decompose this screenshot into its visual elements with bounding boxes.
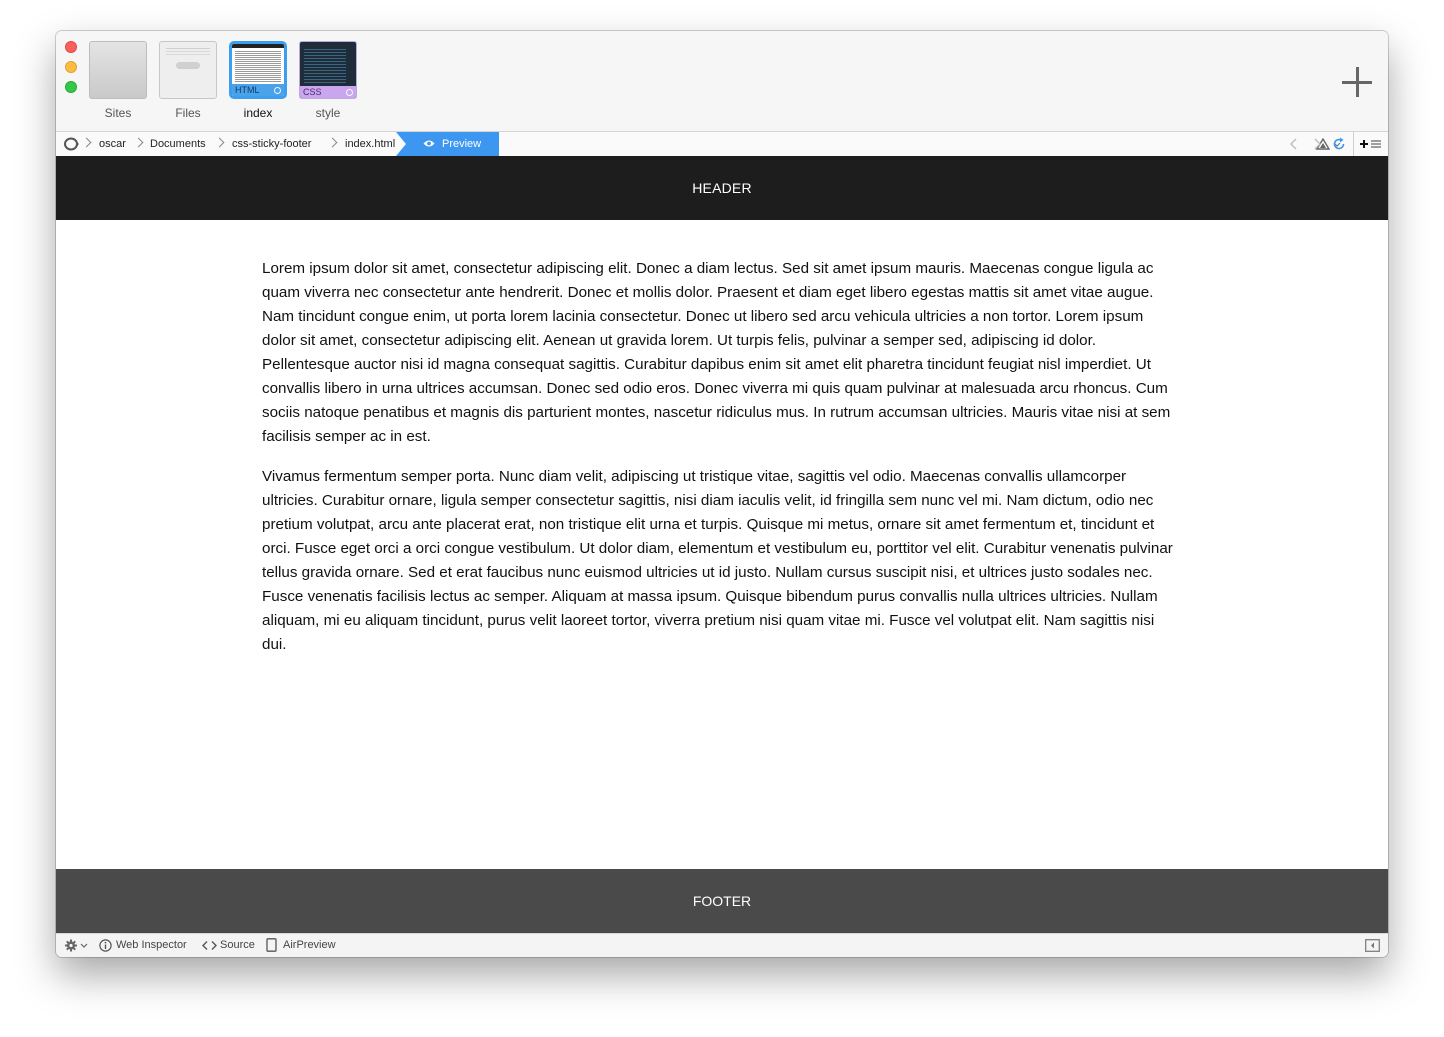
preview-label: Preview — [442, 138, 482, 150]
code-icon — [202, 939, 217, 952]
workspace-toggle-icon[interactable] — [64, 137, 80, 151]
tab-label: Sites — [104, 106, 132, 120]
html-badge: HTML — [232, 84, 284, 96]
tab-files[interactable] — [157, 41, 219, 120]
css-badge: CSS — [300, 86, 356, 98]
source-button[interactable] — [202, 934, 255, 957]
airpreview-label: AirPreview — [283, 939, 336, 951]
minimize-window-button[interactable] — [65, 61, 77, 73]
sites-thumbnail — [89, 41, 147, 99]
settings-menu-button[interactable] — [64, 934, 92, 957]
tab-label: index — [243, 106, 273, 120]
plus-icon[interactable] — [1340, 65, 1374, 99]
gear-icon — [64, 939, 90, 952]
breadcrumb-oscar[interactable]: oscar — [99, 138, 126, 150]
page-header: HEADER — [56, 156, 1388, 220]
status-bar — [56, 933, 1388, 957]
web-inspector-button[interactable] — [99, 934, 187, 957]
html-thumbnail — [229, 41, 287, 99]
paragraph: Lorem ipsum dolor sit amet, consectetur adipiscing elit. Donec a diam lectus. Sed sit amet ipsum mauris. Maecenas congue ligula ac quam viverra nec consectetur ante hendrerit. Donec et mollis dolor. Praesent et diam eget libero egestas mattis sit amet vitae augue. Nam tincidunt congue enim, ut porta lorem lacinia consectetur. Donec ut libero sed arcu vehicula ultricies a non tortor. Lorem ipsum dolor sit amet, consectetur adipiscing elit. Aenean ut gravida lorem. Ut turpis felis, pulvinar a semper sed, adipiscing id dolor. Pellentesque auctor nisi id magna consequat sagittis. Curabitur dapibus enim sit amet elit pharetra tincidunt feugiat nisl imperdiet. Ut convallis libero in urna ultrices accumsan. Donec sed odio eros. Donec viverra mi quis quam pulvinar at malesuada arcu rhoncus. Cum sociis natoque penatibus et magnis dis parturient montes, nascetur ridiculus mus. In rutrum accumsan ultricies. Mauris vitae nisi at sem facilisis semper ac in est. — [262, 260, 1171, 445]
airpreview-button[interactable] — [266, 934, 336, 957]
sidebar-toggle-icon[interactable] — [1365, 939, 1380, 952]
breadcrumb — [56, 132, 1388, 157]
paragraph: Vivamus fermentum semper porta. Nunc diam velit, adipiscing ut tristique vitae, sagittis vel odio. Maecenas convallis ullamcorper ultricies. Curabitur ornare, ligula semper consectetur sagittis, nisi diam iaculis velit, id fringilla sem nunc vel mi. Nam dictum, odio nec pretium volutpat, arcu ante placerat erat, non tristique elit urna et turpis. Quisque mi metus, ornare sit amet fermentum et, tincidunt et orci. Fusce eget orci a orci congue vestibulum. Ut dolor diam, elementum et vestibulum eu, porttitor vel elit. Curabitur venenatis pulvinar tellus gravida ornare. Sed et erat faucibus nunc euismod ultricies ut id justo. Nullam cursus suscipit nisi, et ultrices justo sodales nec. Fusce venenatis facilisis lectus ac semper. Aliquam at massa ipsum. Quisque bibendum purus convallis nulla ultrices ultricies. Nullam aliquam, mi eu aliquam tincidunt, purus velit laoreet tortor, viverra pretium nisi quam vitae mi. Fusce vel volutpat elit. Nam sagittis nisi dui. — [262, 468, 1173, 653]
source-label: Source — [220, 939, 255, 951]
page-footer: FOOTER — [56, 869, 1388, 933]
eye-icon — [423, 139, 435, 148]
tab-sites[interactable] — [87, 41, 149, 120]
zoom-window-button[interactable] — [65, 81, 77, 93]
close-window-button[interactable] — [65, 41, 77, 53]
reload-icon[interactable] — [1332, 137, 1346, 151]
breadcrumb-index-html[interactable]: index.html — [345, 138, 396, 150]
tab-index-html[interactable] — [227, 41, 289, 120]
files-thumbnail — [159, 41, 217, 99]
tab-bar — [56, 31, 1388, 132]
add-list-icon[interactable] — [1360, 138, 1382, 150]
breadcrumb-css-sticky-footer[interactable]: css-sticky-footer — [232, 138, 312, 150]
tab-style-css[interactable] — [297, 41, 359, 120]
chevron-left-icon[interactable] — [1289, 138, 1299, 150]
breadcrumb-documents[interactable]: Documents — [150, 138, 206, 150]
css-thumbnail — [299, 41, 357, 99]
page-content — [262, 257, 1180, 673]
preview-button[interactable] — [406, 132, 499, 156]
info-icon — [99, 939, 112, 952]
tab-label: Files — [175, 106, 201, 120]
chevron-right-icon[interactable] — [1312, 138, 1322, 150]
app-window — [56, 31, 1388, 957]
web-inspector-label: Web Inspector — [116, 939, 187, 951]
device-icon — [266, 938, 277, 952]
tab-label: style — [315, 106, 341, 120]
